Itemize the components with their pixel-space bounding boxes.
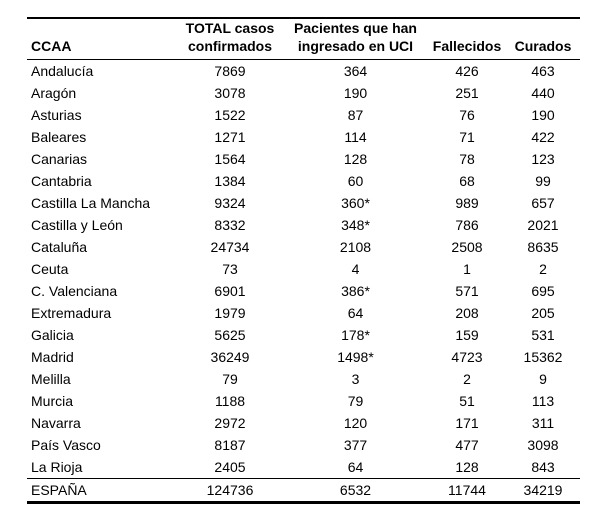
cell-fallecidos: 989 [455,195,479,211]
table-row [27,280,580,302]
cell-curados: 190 [531,107,555,123]
header-uci-line1: Pacientes que han [294,20,417,36]
cell-curados: 843 [531,459,555,475]
table-row [27,412,580,434]
cell-curados: 3098 [527,437,559,453]
cell-ccaa: Baleares [31,129,87,145]
cell-ccaa: Andalucía [31,63,94,79]
cell-fallecidos: 51 [459,393,475,409]
cell-uci: 128 [343,151,368,167]
cell-uci: 190 [343,85,368,101]
cell-curados: 531 [531,327,555,343]
cell-total-casos: 124736 [177,479,283,503]
cell-fallecidos: 251 [455,85,479,101]
cell-ccaa: País Vasco [31,437,101,453]
cell-total-casos: 36249 [210,349,250,365]
cell-total-casos: 3078 [214,85,246,101]
header-total-line2: confirmados [187,38,272,54]
cell-total-casos: 2405 [214,459,246,475]
cell-total-casos: 1271 [214,129,246,145]
table-row [27,434,580,456]
table-row [27,126,580,148]
cell-ccaa: Cantabria [31,173,92,189]
cell-fallecidos: 159 [455,327,479,343]
cell-uci: 120 [343,415,368,431]
cell-ccaa: Canarias [31,151,88,167]
cell-total-casos: 8332 [214,217,246,233]
cell-total-casos: 79 [222,371,238,387]
cell-curados: 9 [539,371,547,387]
cell-uci: 364 [343,63,368,79]
table-row [27,148,580,170]
cell-uci: 87 [347,107,364,123]
cell-curados: 205 [531,305,555,321]
cell-uci: 2108 [339,239,372,255]
table-row [27,258,580,280]
total-row [27,479,580,503]
table-row [27,368,580,390]
header-curados [506,19,580,60]
cell-total-casos: 1979 [214,305,246,321]
cell-fallecidos: 4723 [451,349,483,365]
header-ccaa-text: CCAA [31,38,72,54]
table-row [27,192,580,214]
table-row [27,214,580,236]
header-fallecidos [428,19,506,60]
table-row [27,456,580,479]
cell-ccaa: Navarra [31,415,81,431]
cell-ccaa: Ceuta [31,261,69,277]
table-row [27,236,580,258]
cell-fallecidos: 2 [463,371,471,387]
table-row [27,324,580,346]
table-body [27,60,580,503]
cell-total-casos: 6901 [214,283,246,299]
cell-uci: 64 [347,305,364,321]
cell-ccaa: Extremadura [31,305,112,321]
cell-curados: 422 [531,129,555,145]
cell-ccaa: Asturias [31,107,82,123]
cell-total-casos: 9324 [214,195,246,211]
table-row [27,60,580,83]
cell-uci: 6532 [283,479,428,503]
cell-uci: 1498* [337,349,374,365]
cell-fallecidos: 477 [455,437,479,453]
cell-curados: 99 [535,173,551,189]
cell-curados: 311 [531,415,555,431]
cell-fallecidos: 171 [455,415,479,431]
table-container [27,17,580,504]
cell-total-casos: 73 [222,261,238,277]
table-row [27,346,580,368]
cell-fallecidos: 128 [455,459,479,475]
cell-ccaa: Madrid [31,349,74,365]
cell-fallecidos: 11744 [428,479,506,503]
cell-curados: 34219 [506,479,580,503]
cell-fallecidos: 68 [459,173,475,189]
table-row [27,82,580,104]
cell-total-casos: 1384 [214,173,246,189]
cell-fallecidos: 1 [463,261,471,277]
cell-curados: 2021 [527,217,559,233]
cell-fallecidos: 786 [455,217,479,233]
cell-ccaa: La Rioja [31,459,83,475]
cell-curados: 123 [531,151,555,167]
cell-total-casos: 2972 [214,415,246,431]
cell-uci: 3 [351,371,360,387]
header-uci [283,19,428,60]
cell-curados: 8635 [527,239,559,255]
cell-fallecidos: 76 [459,107,475,123]
cell-uci: 114 [344,129,367,145]
cell-ccaa: C. Valenciana [31,283,118,299]
cell-uci: 64 [347,459,364,475]
header-total-casos [177,19,283,60]
header-uci-line2: ingresado en UCI [297,38,414,54]
cell-uci: 60 [347,173,364,189]
cell-uci: 178* [341,327,370,343]
table-row [27,390,580,412]
header-total-line1: TOTAL casos [185,20,275,36]
header-row [27,19,580,60]
cell-ccaa: ESPAÑA [27,479,177,503]
cell-fallecidos: 426 [455,63,479,79]
cell-fallecidos: 78 [459,151,475,167]
header-curados-text: Curados [514,38,572,54]
cell-ccaa: Aragón [31,85,77,101]
cell-uci: 377 [343,437,368,453]
cell-total-casos: 1522 [214,107,246,123]
cell-curados: 15362 [523,349,563,365]
table-row [27,170,580,192]
cell-curados: 695 [531,283,555,299]
cell-total-casos: 1564 [214,151,246,167]
cell-total-casos: 24734 [210,239,250,255]
table-row [27,104,580,126]
cell-ccaa: Galicia [31,327,74,343]
cell-fallecidos: 208 [455,305,479,321]
cell-fallecidos: 571 [455,283,479,299]
cell-ccaa: Castilla y León [31,217,123,233]
cell-curados: 657 [531,195,555,211]
cell-curados: 440 [531,85,555,101]
cell-fallecidos: 2508 [451,239,483,255]
header-ccaa [27,19,177,60]
cell-total-casos: 5625 [214,327,246,343]
cell-fallecidos: 71 [459,129,475,145]
cell-uci: 360* [341,195,370,211]
covid-cases-table [27,19,580,504]
cell-curados: 113 [531,393,555,409]
cell-curados: 463 [531,63,555,79]
cell-ccaa: Castilla La Mancha [31,195,151,211]
cell-uci: 79 [347,393,364,409]
table-row [27,302,580,324]
cell-curados: 2 [539,261,547,277]
header-fallecidos-text: Fallecidos [432,38,502,54]
cell-uci: 386* [341,283,370,299]
cell-uci: 4 [351,261,360,277]
cell-ccaa: Melilla [31,371,71,387]
cell-total-casos: 8187 [214,437,246,453]
cell-ccaa: Cataluña [31,239,88,255]
cell-total-casos: 1188 [214,393,246,409]
cell-uci: 348* [341,217,370,233]
cell-total-casos: 7869 [214,63,246,79]
cell-ccaa: Murcia [31,393,74,409]
